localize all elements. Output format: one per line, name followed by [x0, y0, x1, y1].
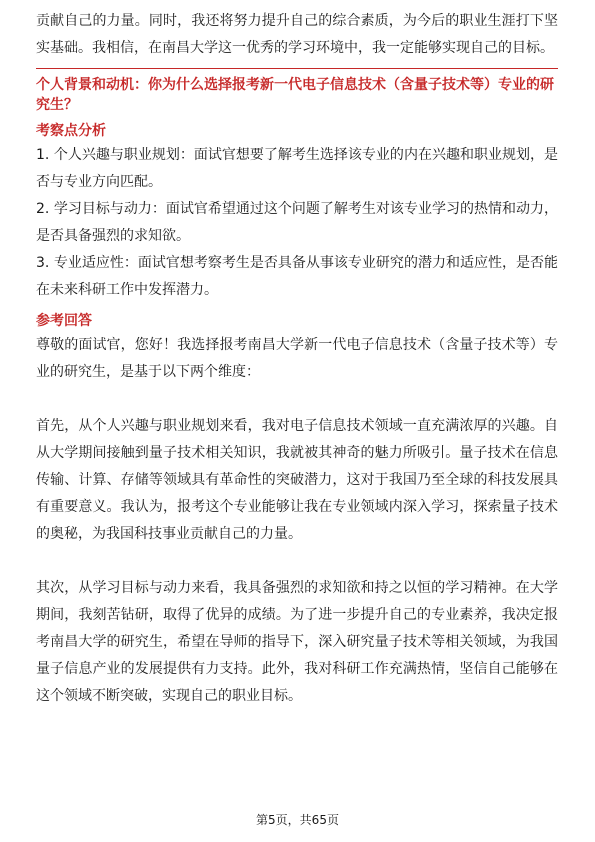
paragraph-gap	[36, 386, 558, 413]
analysis-item-2: 2. 学习目标与动力：面试官希望通过这个问题了解考生对该专业学习的热情和动力，是否具备强烈的求知欲。	[36, 201, 558, 244]
paragraph-gap	[36, 548, 558, 575]
page-footer: 第5页，共65页	[256, 813, 339, 827]
analysis-item-3: 3. 专业适应性：面试官想考察考生是否具备从事该专业研究的潜力和适应性，是否能在未来科研工作中发挥潜力。	[36, 255, 558, 298]
document-page	[36, 8, 558, 710]
analysis-title: 考察点分析	[36, 123, 106, 139]
intro-paragraph: 贡献自己的力量。同时，我还将努力提升自己的综合素质，为今后的职业生涯打下坚实基础。我相信，在南昌大学这一优秀的学习环境中，我一定能够实现自己的目标。	[36, 13, 558, 56]
question-divider	[36, 68, 558, 69]
answer-title: 参考回答	[36, 313, 92, 329]
question-heading: 个人背景和动机：你为什么选择报考新一代电子信息技术（含量子技术等）专业的研究生？	[36, 77, 554, 113]
answer-paragraph-3: 其次，从学习目标与动力来看，我具备强烈的求知欲和持之以恒的学习精神。在大学期间，我刻苦钻研，取得了优异的成绩。为了进一步提升自己的专业素养，我决定报考南昌大学的研究生，希望在导师的指导下，深入研究量子技术等相关领域，为我国量子信息产业的发展提供有力支持。此外，我对科研工作充满热情，坚信自己能够在这个领域不断突破，实现自己的职业目标。	[36, 580, 558, 704]
answer-paragraph-2: 首先，从个人兴趣与职业规划来看，我对电子信息技术领域一直充满浓厚的兴趣。自从大学期间接触到量子技术相关知识，我就被其神奇的魅力所吸引。量子技术在信息传输、计算、存储等领域具有革命性的突破潜力，这对于我国乃至全球的科技发展具有重要意义。我认为，报考这个专业能够让我在专业领域内深入学习，探索量子技术的奥秘，为我国科技事业贡献自己的力量。	[36, 418, 558, 542]
answer-paragraph-1: 尊敬的面试官，您好！我选择报考南昌大学新一代电子信息技术（含量子技术等）专业的研究生，是基于以下两个维度：	[36, 337, 558, 380]
analysis-item-1: 1. 个人兴趣与职业规划：面试官想要了解考生选择该专业的内在兴趣和职业规划，是否与专业方向匹配。	[36, 147, 558, 190]
